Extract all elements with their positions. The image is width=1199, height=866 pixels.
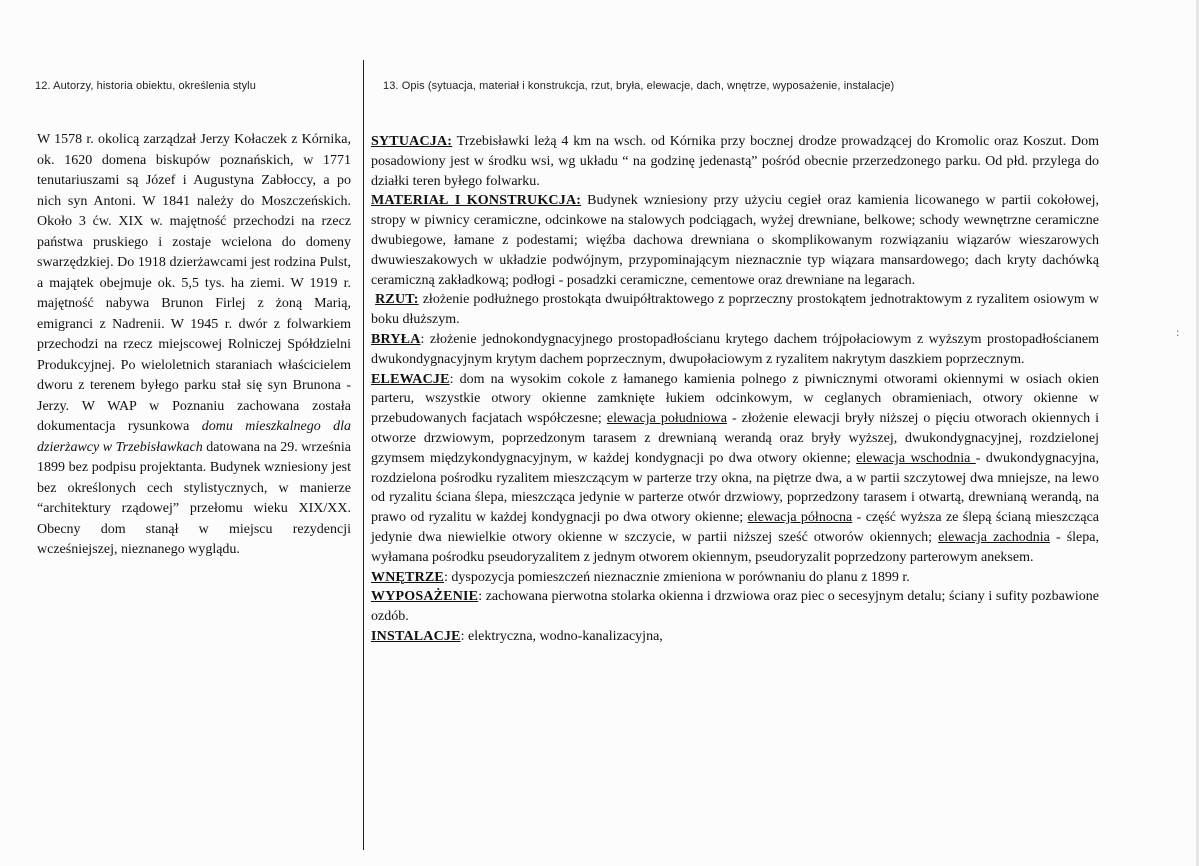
- text-bryla: : złożenie jednokondygnacyjnego prostopadłościanu krytego dachem trójpołaciowym z wyższym prostopadłościanem dwukondygnacyjnym krytym dachem poprzecznym, dwupołaciowym z ryzalitem nakrytym daszkiem poprzecznym.: [371, 331, 1099, 367]
- elewacja-wschodnia: elewacja wschodnia: [856, 450, 976, 466]
- text-rzut: złożenie podłużnego prostokąta dwuipółtraktowego z poprzeczny prostokątem jednotraktowym z ryzalitem osiowym w boku dłuższym.: [371, 292, 1099, 328]
- margin-mark: :: [1176, 325, 1180, 339]
- elewacja-poludniowa: elewacja południowa: [606, 411, 727, 427]
- text-elewacje-4: - część wyższa ze ślepą ścianą mieszcząca jedynie dwa niewielkie otwory okienne w szczycie, w partii niższej sześć otworów okiennych;: [371, 510, 1099, 545]
- section-elewacje: [371, 370, 1099, 568]
- label-wnetrze: WNĘTRZE: [371, 569, 444, 585]
- text-elewacje-3: - dwukondygnacyjna, rozdzielona pośrodku ryzalitem mieszczącym w parterze trzy okna, na piętrze dwa, a w partii szczytowej dwa mniejsze, na lewo od ryzalitu ściana ślepa, mieszcząca jedynie w parterze otwór drzwiowy, poprzedzony tarasem i otwartą, drewnianą werandą, na prawo od ryzalitu w każdej kondygnacji po dwa otwory okienne;: [371, 450, 1099, 526]
- section-bryla: [371, 330, 1099, 370]
- text-elewacje-1: : dom na wysokim cokole z łamanego kamienia polnego z piwnicznymi otworami okiennymi w osiach okien parteru, wszystkie otwory okienne zamknięte łukiem odcinkowym, w ceglanych obramieniach, otwory okienne w przebudowanych facjatach współczesne;: [371, 371, 1099, 427]
- elewacja-zachodnia: elewacja zachodnia: [938, 529, 1050, 545]
- section-wnetrze: [371, 568, 1099, 588]
- section-rzut: [371, 290, 1099, 330]
- label-sytuacja: SYTUACJA:: [371, 134, 453, 149]
- label-wyposazenie: WYPOSAŻENIE: [371, 589, 479, 605]
- section-header-12: 12. Autorzy, historia obiektu, określenia stylu: [35, 80, 256, 92]
- description-column: [371, 132, 1099, 647]
- text-material: Budynek wzniesiony przy użyciu cegieł oraz kamienia licowanego w partii cokołowej, stropy w piwnicy ceramiczne, odcinkowe na stalowych podciągach, wyżej drewniane, belkowe; schody wewnętrzne ceramiczne dwubiegowe, łamane z podestami; więźba dachowa drewniana o skomplikowanym rozwiązaniu wiązarów wieszarowych dwuwieszakowych w układzie podwójnym, przypominającym nieznacznie typ wiązara mansardowego; dach kryty dachówką ceramiczną zakładkową; podłogi - posadzki ceramiczne, cementowe oraz drewniane na legarach.: [371, 193, 1099, 288]
- history-title-italic: domu mieszkalnego dla dzierżawcy w Trzebisławkach: [37, 419, 351, 455]
- column-divider: [363, 60, 364, 850]
- text-sytuacja: Trzebisławki leżą 4 km na wsch. od Kórnika przy bocznej drodze prowadzącej do Kromolic oraz Koszut. Dom posadowiony jest w środku wsi, wg układu “ na godzinę jedenastą” pośród obecnie przerzedzonego parku. Od płd. przylega do działki teren byłego folwarku.: [371, 134, 1099, 189]
- text-instalacje: : elektryczna, wodno-kanalizacyjna,: [460, 628, 663, 644]
- section-header-13: 13. Opis (sytuacja, materiał i konstrukcja, rzut, bryła, elewacje, dach, wnętrze, wyposażenie, instalacje): [383, 80, 895, 92]
- section-instalacje: [371, 627, 1099, 647]
- elewacja-polnocna: elewacja północna: [747, 510, 853, 526]
- history-text-1: W 1578 r. okolicą zarządzał Jerzy Kołaczek z Kórnika, ok. 1620 domena biskupów poznańskich, w 1771 tenutariuszami są Józef i Augustyna Zabłoccy, a po nich syn Antoni. W 1841 należy do Moszczeńskich. Około 3 ćw. XIX w. majętność przechodzi na rzecz państwa pruskiego i zostaje wcielona do domeny swarzędzkiej. Do 1918 dzierżawcami jest rodzina Pulst, a majątek obejmuje ok. 5,5 tys. ha ziemi. W 1919 r. majętność nabywa Brunon Firlej z żoną Marią, emigranci z Nadrenii. W 1945 r. dwór z folwarkiem przechodzi na rzecz miejscowej Rolniczej Spółdzielni Produkcyjnej. Po wieloletnich staraniach właścicielem dworu z terenem byłego parku stał się syn Brunona - Jerzy. W WAP w Poznaniu zachowana została dokumentacja rysunkowa: [37, 132, 351, 434]
- label-elewacje: ELEWACJE: [371, 371, 450, 387]
- section-sytuacja: [371, 132, 1099, 191]
- label-rzut: RZUT:: [375, 292, 419, 308]
- label-material: MATERIAŁ I KONSTRUKCJA:: [371, 193, 582, 209]
- section-wyposazenie: [371, 587, 1099, 627]
- text-elewacje-5: - ślepa, wyłamana pośrodku pseudoryzalitem z jednym otworem okiennym, pseudoryzalit poprzedzony parterowym aneksem.: [371, 529, 1099, 565]
- label-instalacje: INSTALACJE: [371, 628, 461, 644]
- text-wnetrze: : dyspozycja pomieszczeń nieznacznie zmieniona w porównaniu do planu z 1899 r.: [443, 569, 910, 585]
- label-bryla: BRYŁA: [371, 331, 421, 347]
- text-wyposazenie: : zachowana pierwotna stolarka okienna i drzwiowa oraz piec o secesyjnym detalu; ściany i sufity pozbawione ozdób.: [371, 589, 1099, 625]
- history-text-2: datowana na 29. września 1899 bez podpisu projektanta. Budynek wzniesiony jest bez określonych cech stylistycznych, w manierze “architektury rządowej” przełomu wieku XIX/XX. Obecny dom stanął w miejscu rezydencji wcześniejszej, nieznanego wyglądu.: [37, 439, 352, 557]
- history-column: [37, 130, 351, 561]
- section-material: [371, 191, 1099, 290]
- text-elewacje-2: - złożenie elewacji bryły niższej o pięciu otworach okiennych i otworze drzwiowym, poprzedzonym tarasem z drewnianą werandą oraz bryły wyższej, dwukondygnacyjnej, rozdzielonej gzymsem międzykondygnacyjnym, w każdej kondygnacji po dwa otwory okienne;: [371, 411, 1100, 466]
